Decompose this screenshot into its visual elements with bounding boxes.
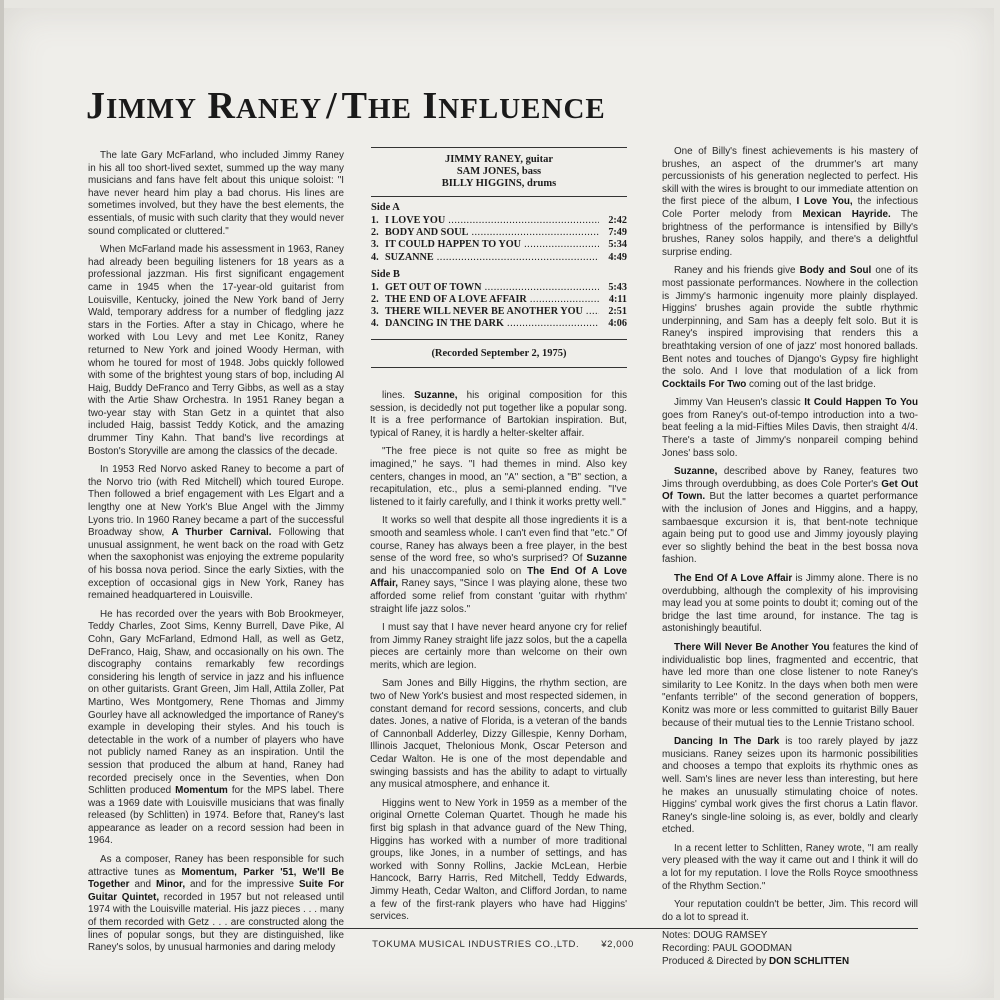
liner-notes-column-3: [662, 146, 918, 968]
bold-title: Suzanne,: [414, 390, 458, 401]
producer-prefix: Produced & Directed by: [662, 955, 770, 967]
track-row: [371, 227, 627, 239]
artist-name: JIMMY RANEY: [86, 85, 323, 127]
track-duration: 7:49: [608, 227, 627, 239]
bold-title: Mexican Hayride.: [802, 208, 891, 220]
text-run: coming out of the last bridge.: [746, 378, 876, 390]
liner-notes-column-1: [88, 150, 344, 961]
producer-credit: [662, 956, 918, 969]
producer-name: DON SCHLITTEN: [769, 955, 850, 967]
divider: [371, 367, 627, 368]
text-run: I must say that I have never heard anyone cry for relief from Jimmy Raney straight life jazz solos, but the a capella pieces are certainly more than welcome on their own merits, which are legion.: [370, 622, 627, 671]
track-title: DANCING IN THE DARK .....: [385, 318, 599, 330]
track-duration: 4:49: [608, 251, 627, 263]
track-title: THERE WILL NEVER BE ANOTHER YOU .....: [385, 306, 599, 318]
text-run: Raney says, "Since I was playing alone, these two afforded some relief from constant 'guitar with rhythm' straight life jazz solos.": [370, 578, 627, 615]
bold-title: Suite For Guitar Quintet,: [88, 879, 344, 903]
track-row: [371, 318, 627, 330]
track-row: [371, 215, 627, 227]
text-run: Your reputation couldn't be better, Jim. This record will do a lot to spread it.: [662, 899, 918, 923]
text-run: Jimmy Van Heusen's classic: [674, 397, 805, 409]
text-run: goes from Raney's out-of-tempo introduction into a two-beat feeling a la mid-Fifties Miles Davis, then straight 4/4. There's a taste of Jimmy's nonpareil comping behind Jones' bass solo.: [662, 409, 918, 459]
personnel-list: [371, 148, 627, 196]
text-run: But the latter becomes a quartet performance with the inclusion of Jones and Higgins, and a happy, sambaesque excursion it is, that bent-note technique again being put to good use and Jimmy joyously playing ever so slightly behind the beat in the best bossa nova fashion.: [662, 491, 919, 566]
text-run: described above by Raney, features two Jims through overdubbing, as does Cole Porter's: [662, 466, 918, 490]
bold-title: Body and Soul: [799, 265, 872, 277]
bold-title: Dancing In The Dark: [674, 736, 780, 748]
paragraph: [662, 397, 918, 460]
paragraph: [662, 899, 918, 924]
bold-title: Suzanne,: [674, 466, 718, 478]
track-number: 3.: [371, 239, 379, 251]
bold-title: Cocktails For Two: [662, 378, 747, 390]
bold-title: A Thurber Carnival.: [171, 527, 272, 539]
price: ¥2,000: [601, 939, 634, 950]
paragraph: [88, 609, 344, 848]
album-title: [86, 84, 606, 128]
text-run: features the kind of individualistic bop lines, fragmented and eccentric, that have led more than one close listener to note Raney's similarity to Lee Konitz. In the days when both men were "enfants terrible" of the second generation of boppers, Konitz was more or less committed to guitarist Billy Bauer because of their mutual ties to the Lennie Tristano school.: [662, 641, 918, 729]
company-name: TOKUMA MUSICAL INDUSTRIES CO.,LTD.: [372, 939, 580, 950]
track-title: I LOVE YOU .....: [385, 215, 599, 227]
paragraph: [662, 642, 918, 730]
text-run: "The free piece is not quite so free as might be imagined," he says. "I had themes in mind. Also key centers, changes in mood, an "A" section, a "B" section, a recapitulation, etc., plus a semi-planned ending. "I've listened to it fairly carefully, and I think it works pretty well.": [370, 446, 627, 508]
liner-notes-column-2: [370, 390, 627, 930]
text-run: When McFarland made his assessment in 1963, Raney had already been beguiling listeners for 18 years as a professional jazzman. His first significant engagement came in 1945 when the 17-year-old guitarist from Louisville, Kentucky, joined the New York band of Jerry Wald, temporary address for a number of fledgling jazz stars in the Forties. After a stay in Chicago, where he worked with Lou Levy and met Lee Konitz, Raney returned to New York and joined Woody Herman, with whom he toured for most of 1948. Jobs quickly followed with some of the brightest young stars of bop, including Al Haig, Buddy DeFranco and Terry Gibbs, as well as a stay with the Artie Shaw Orchestra. In 1951 Raney began a two-year stay with Stan Getz in a quintet that also included Haig, bassist Teddy Kotick, and the amazing drummer Tiny Kahn. That band's live recordings at Boston's Storyville are among the classics of the decade.: [88, 244, 344, 457]
personnel-drums: BILLY HIGGINS, drums: [441, 178, 557, 189]
text-run: his original composition for this session, is decidedly not put together like a popular song. It is a free performance of Bartokian inspiration. But, typical of Raney, it is hardly a helter-skelter affair.: [370, 390, 628, 439]
col3-paragraphs: [662, 146, 918, 924]
paragraph: [662, 265, 918, 391]
track-row: [371, 239, 627, 251]
paragraph: [662, 843, 918, 893]
text-run: recorded in 1957 but not released until 1974 with the Louisville material. His jazz pieces . . . many of them recorded with Getz . . . are constructed along the lines of popular songs, but they are distinguished, like Raney's solos, by unusual harmonies and daring melody: [88, 891, 344, 954]
bold-title: There Will Never Be Another You: [674, 641, 830, 653]
text-run: and his unaccompanied solo on: [370, 565, 528, 577]
paragraph: [88, 150, 344, 238]
bold-title: Suzanne: [586, 553, 627, 565]
track-duration: 4:06: [608, 318, 627, 330]
footer: [88, 939, 918, 950]
paragraph: [662, 736, 918, 837]
paragraph: [662, 146, 918, 259]
track-title: THE END OF A LOVE AFFAIR .....: [385, 294, 599, 306]
paragraph: [370, 678, 627, 791]
text-run: One of Billy's finest achievements is his mastery of brushes, an aspect of the drummer's art many percussionists of his generation neglected to perfect. His skill with the wires is brought to our immediate attention on the first piece of the album,: [662, 146, 918, 208]
track-number: 3.: [371, 306, 379, 318]
bold-title: I Love You,: [796, 196, 853, 208]
track-duration: 5:34: [608, 239, 627, 251]
bold-title: The End Of A Love Affair,: [370, 565, 627, 590]
paragraph: [370, 515, 627, 616]
track-number: 1.: [371, 281, 379, 293]
text-run: is too rarely played by jazz musicians. Raney seizes upon its harmonic possibilities and chooses a tempo that exploits its rhythmic ones as well. Sam's lines are never less than interesting, but here he makes an unusually stimulating choice of notes. Higgins' cymbal work gives the first chorus a Latin flavor. Raney's single-line soloing is, as ever, boldly and clearly etched.: [662, 736, 918, 836]
track-number: 4.: [371, 318, 379, 330]
paragraph: [370, 622, 627, 672]
track-number: 2.: [371, 227, 379, 239]
text-run: As a composer, Raney has been responsible for such attractive tunes as: [88, 854, 344, 878]
bold-title: Minor,: [155, 879, 186, 891]
recording-date: (Recorded September 2, 1975): [431, 347, 567, 359]
bold-title: It Could Happen To You: [804, 397, 918, 409]
text-run: the infectious Cole Porter melody from: [662, 196, 919, 220]
text-run: Higgins went to New York in 1959 as a member of the original Ornette Coleman Quartet. Though he made his first big splash in that advance guard of the New Thing, Higgins has worked with a number of more traditional groups, like Jones, in a number of settings, and has worked with Sonny Rollins, Jackie McLean, Herbie Hancock, Barry Harris, Red Mitchell, Teddy Edwards, Jimmy Heath, Cedar Walton, and Clifford Jordan, to name a few of the first-rank players who have had Higgins' services.: [370, 797, 627, 923]
track-title: GET OUT OF TOWN .....: [385, 282, 599, 294]
track-number: 1.: [371, 215, 379, 226]
bold-title: Momentum: [175, 785, 228, 797]
text-run: It works so well that despite all those ingredients it is a smooth and seamless whole. I can't even find that "etc." Of course, Raney has always been a free player, in the best sense of the word free, so who's surprised? Of: [370, 515, 628, 565]
track-number: 2.: [371, 294, 379, 306]
personnel-bass: SAM JONES, bass: [456, 166, 542, 177]
paragraph: [370, 798, 627, 924]
personnel-guitar: JIMMY RANEY, guitar: [444, 154, 553, 165]
track-row: [371, 306, 627, 318]
track-title: BODY AND SOUL .....: [385, 227, 599, 239]
text-run: The brightness of the performance is intensified by Billy's brushes, Raney solos happily, and there's a delightful surprise ending.: [662, 208, 918, 258]
track-duration: 2:42: [608, 215, 627, 226]
bold-title: Momentum, Parker '51, We'll Be Together: [88, 866, 344, 891]
track-row: [371, 252, 627, 264]
paragraph: [370, 446, 627, 509]
text-run: Sam Jones and Billy Higgins, the rhythm section, are two of New York's busiest and most respected sidemen, in constant demand for record sessions, concerts, and club dates. Jones, a native of Florida, is a veteran of the bands of Cannonball Adderley, Dizzy Gillespie, Kenny Dorham, Illinois Jacquet, Thelonious Monk, Oscar Peterson and Cedar Walton. He is one of the most dependable and swinging bassists and has the ability to adapt to virtually any musical atmosphere, and enhance it.: [370, 678, 627, 791]
text-run: and: [129, 879, 156, 891]
text-run: one of its most passionate performances. Nowhere in the collection is Jimmy's harmonic ingenuity more plainly displayed. Higgins' brushes again provide the subtle rhythmic underpinning, and Sam has a deeply felt solo. But it is Raney's inspired improvising that renders this a breathtaking version of one of jazz' most honored ballads. Bent notes and touches of Django's Gypsy fire highlight the solo. And I love that modulation of a lick from: [662, 265, 918, 378]
track-row: [371, 282, 627, 294]
paragraph: [662, 466, 918, 567]
track-title: SUZANNE .....: [385, 252, 599, 264]
divider: [371, 196, 627, 197]
text-run: Raney and his friends give: [674, 265, 800, 277]
recording-credit: Recording: PAUL GOODMAN: [662, 943, 793, 955]
text-run: is Jimmy alone. There is no overdubbing, although the complexity of his improvising may lead you at some points to doubt it; coming out of the bridge the last time around, for instance. The tag is astonishingly beautiful.: [662, 573, 918, 635]
bold-title: Get Out Of Town.: [662, 478, 918, 503]
track-title: IT COULD HAPPEN TO YOU .....: [385, 239, 599, 251]
text-run: Following that unusual assignment, he went back on the road with Getz when the saxophonist was enjoying the extreme popularity of his bossa nova period. Since the early Sixties, with the exception of occasional gigs in New York, Raney has remained headquartered in Louisville.: [88, 527, 344, 602]
side-label: Side B: [371, 268, 400, 280]
track-duration: 4:11: [608, 294, 627, 306]
track-listing-box: [371, 147, 627, 368]
track-duration: 5:43: [608, 281, 627, 293]
text-run: for the MPS label. There was a 1969 date with Louisville musicians that was finally released (by Schlitten) in 1974. Before that, Raney's last appearance as leader on a record session had been in 1964.: [88, 785, 344, 847]
text-run: He has recorded over the years with Bob Brookmeyer, Teddy Charles, Zoot Sims, Kenny Burrell, Dave Pike, Al Cohn, Gary McFarland, Edmond Hall, as well as Getz, DeFranco, Haig, Shaw, and occasionally on his own. The discography contains remarkably few recordings considering his length of service in jazz and his influence on other guitarists. Grant Green, Jim Hall, Attila Zoller, Pat Martino, Wes Montgomery, Rene Thomas and Jimmy Gourley have all acknowledged the importance of Raney's example in developing their styles. And his touch is detectable in the work of a number of players who have not publicly named Raney as an inspiration. Until the session that produced the album at hand, Raney had recorded precisely once in the Seventies, when Don Schlitten produced: [88, 608, 344, 797]
album-name: THE INFLUENCE: [341, 85, 606, 127]
footer-divider: [88, 928, 918, 929]
text-run: and for the impressive: [185, 879, 299, 891]
side-label: Side A: [371, 202, 400, 213]
title-slash: /: [326, 85, 338, 127]
text-run: In 1953 Red Norvo asked Raney to become a part of the Norvo trio (with Red Mitchell) which toured Europe. Then followed a brief engagement with Les Elgart and a lengthy one at New York's Blue Angel with the Jimmy Lyons trio. In 1960 Raney became a part of the successful Broadway show,: [88, 464, 344, 539]
text-run: The late Gary McFarland, who included Jimmy Raney in his all too short-lived sextet, summed up the way many musicians and fans have felt about this unique soloist: "I have never heard him play a bad chorus. His lines are sometimes involved, but they have the best elements, the essentials, of music with such clarity that they would never sound complicated or cluttered.": [88, 150, 344, 237]
bold-title: The End Of A Love Affair: [674, 573, 793, 584]
track-number: 4.: [371, 251, 379, 263]
track-row: [371, 294, 627, 306]
text-run: In a recent letter to Schlitten, Raney wrote, "I am really very pleased with the way it came out and I think it will do a lot for my reputation. I love the Rolls Royce smoothness of the Rhythm Section.": [662, 842, 918, 892]
notes-credit: Notes: DOUG RAMSEY: [662, 930, 768, 942]
track-duration: 2:51: [608, 306, 627, 318]
paragraph: [88, 244, 344, 458]
paragraph: [662, 573, 918, 636]
paragraph: [370, 390, 627, 440]
text-run: lines.: [382, 390, 415, 401]
sides: [371, 202, 627, 331]
paragraph: [88, 464, 344, 603]
